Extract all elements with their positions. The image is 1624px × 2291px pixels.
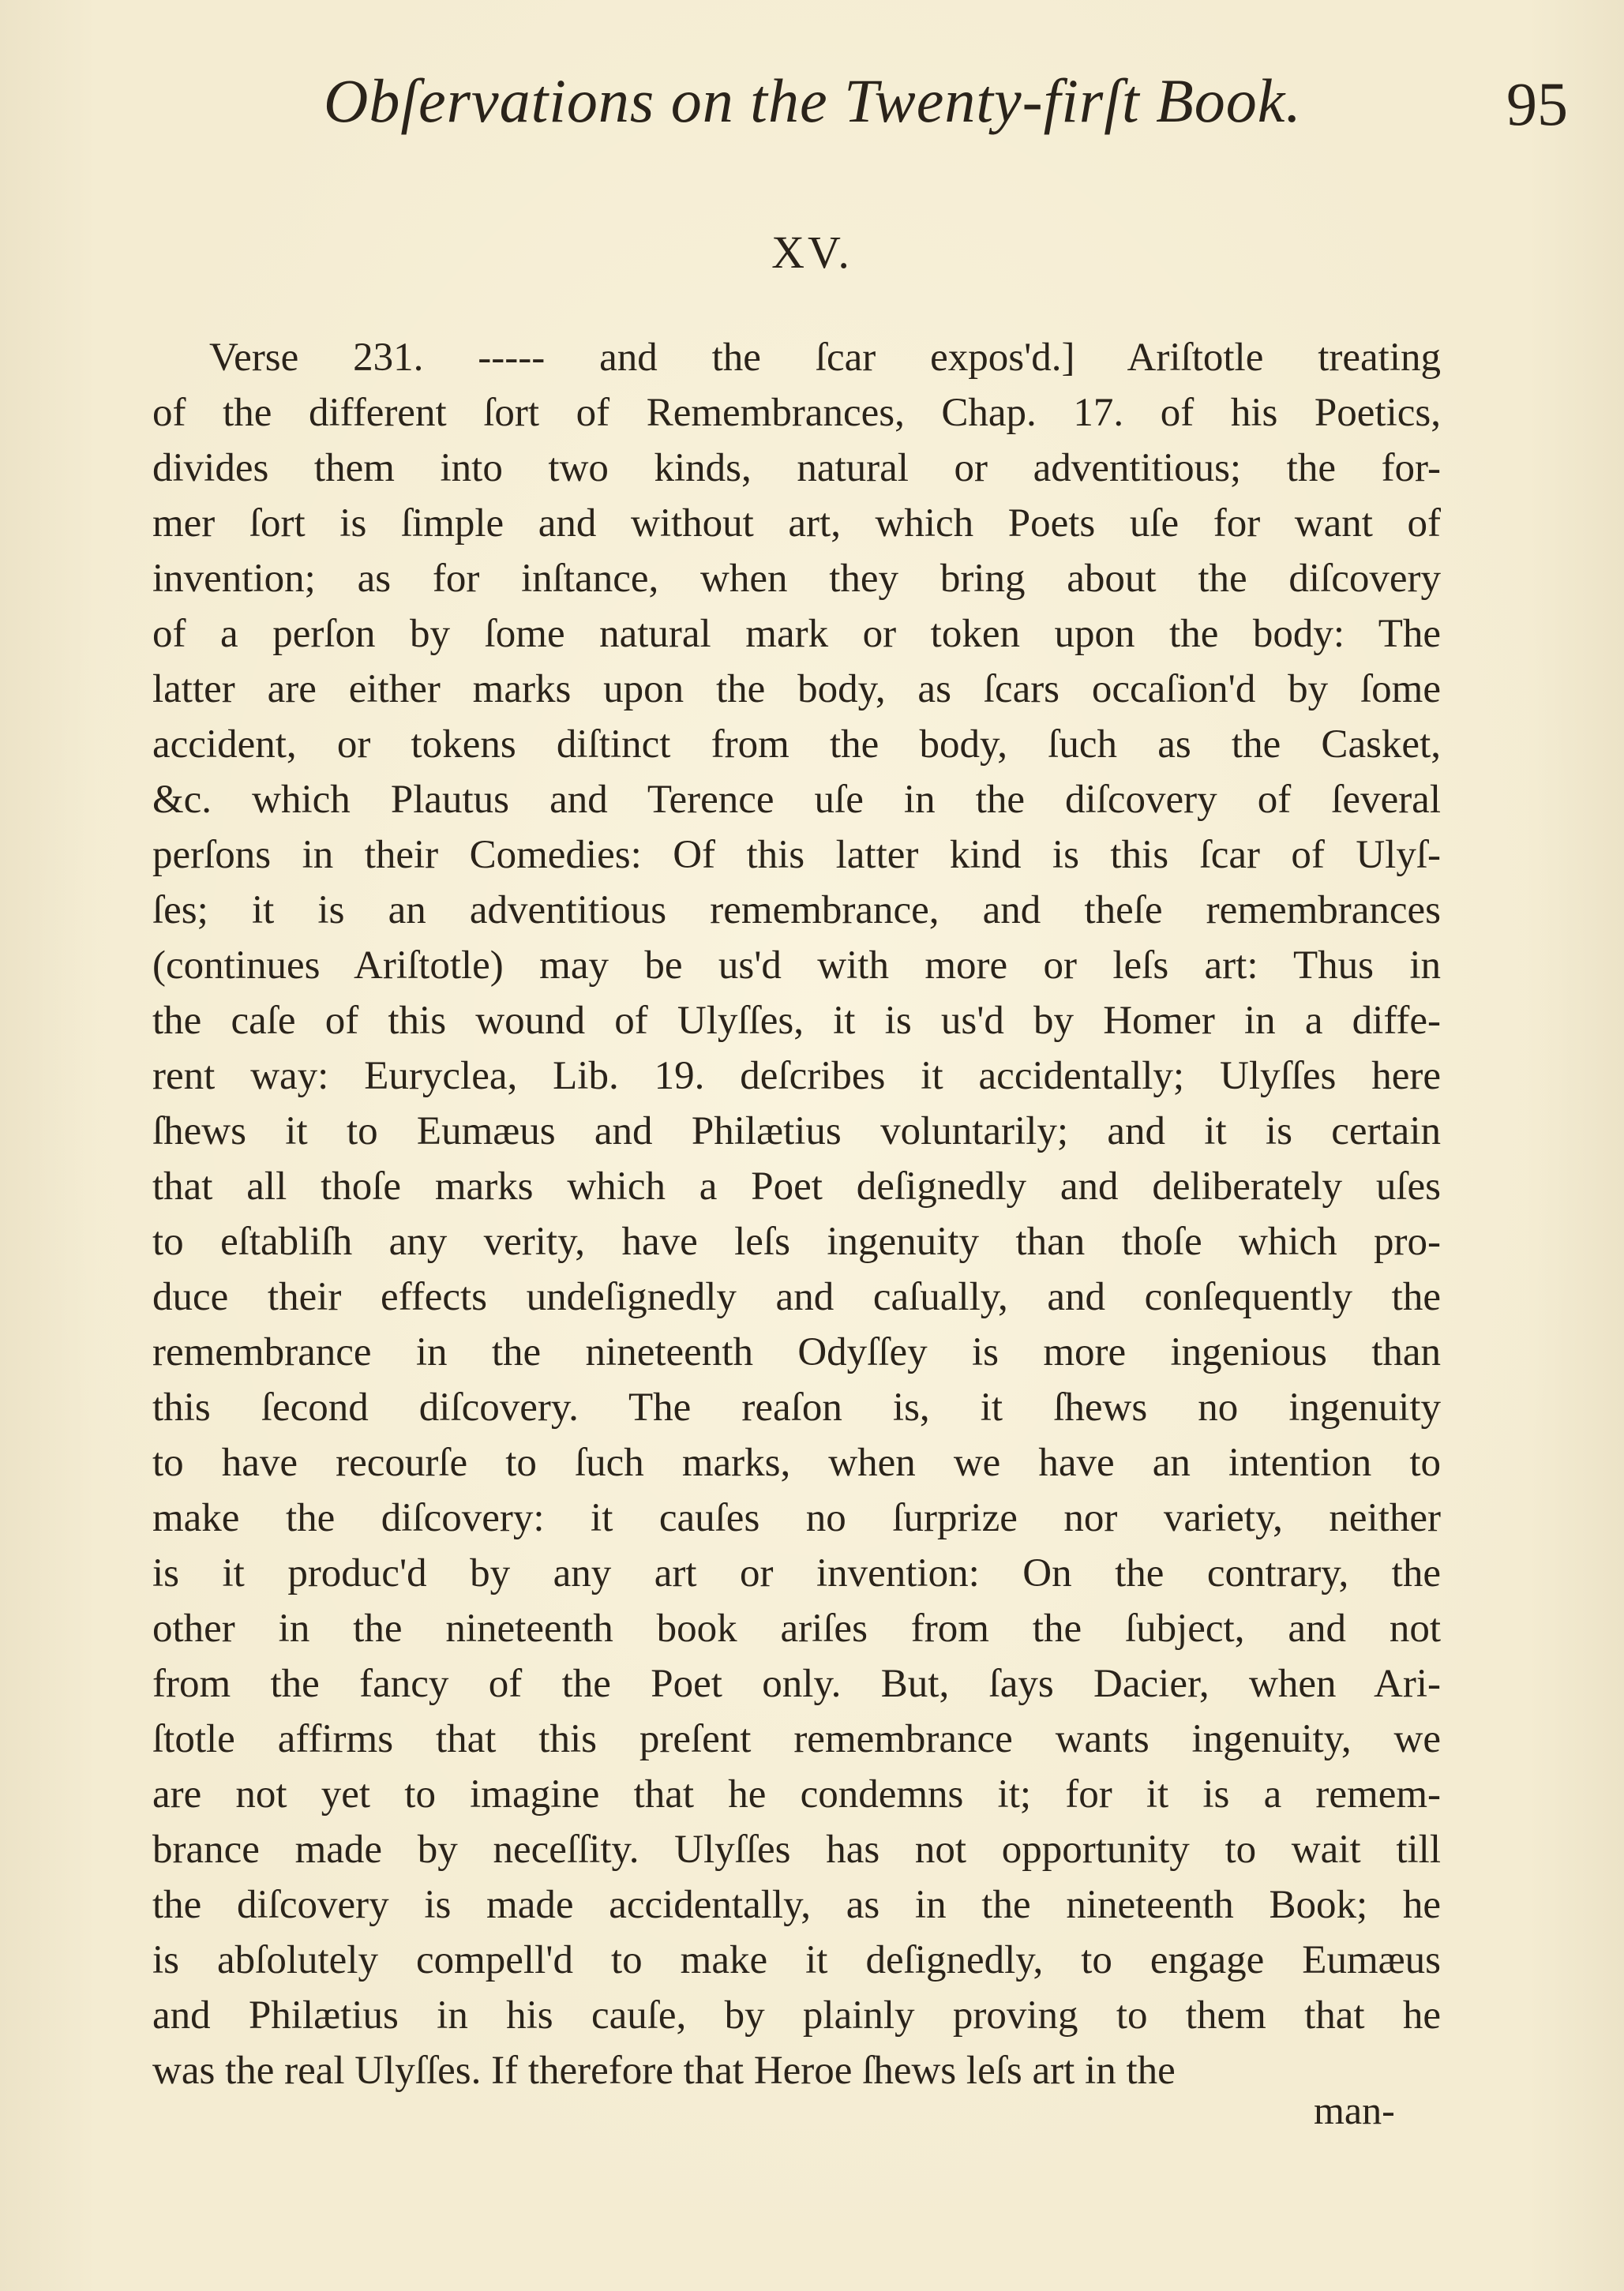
text-line: is it produc'd by any art or invention: On the contrary, the bbox=[152, 1551, 1441, 1595]
text-line: brance made by neceſſity. Ulyſſes has not opportunity to wait till bbox=[152, 1828, 1441, 1872]
text-line: that all thoſe marks which a Poet deſignedly and deliberately uſes bbox=[152, 1164, 1441, 1209]
text-line: duce their effects undeſignedly and caſually, and conſequently the bbox=[152, 1275, 1441, 1319]
text-line: the diſcovery is made accidentally, as in the nineteenth Book; he bbox=[152, 1883, 1441, 1927]
text-line: ſes; it is an adventitious remembrance, and theſe remembrances bbox=[152, 888, 1441, 932]
running-title: Obſervations on the Twenty-firſt Book. bbox=[324, 66, 1302, 135]
section-number: XV. bbox=[771, 227, 853, 278]
text-line: was the real Ulyſſes. If therefore that Heroe ſhews leſs art in the bbox=[152, 2049, 1176, 2093]
text-line: to have recourſe to ſuch marks, when we have an intention to bbox=[152, 1441, 1441, 1485]
running-head bbox=[0, 62, 1624, 148]
text-line: from the fancy of the Poet only. But, ſays Dacier, when Ari- bbox=[152, 1662, 1441, 1706]
text-line: &c. which Plautus and Terence uſe in the diſcovery of ſeveral bbox=[152, 778, 1441, 822]
text-line: invention; as for inſtance, when they bring about the diſcovery bbox=[152, 557, 1441, 601]
text-line: make the diſcovery: it cauſes no ſurprize nor variety, neither bbox=[152, 1496, 1441, 1540]
text-line: to eſtabliſh any verity, have leſs ingenuity than thoſe which pro- bbox=[152, 1220, 1441, 1264]
text-line: of the different ſort of Remembrances, Chap. 17. of his Poetics, bbox=[152, 391, 1441, 435]
text-line: accident, or tokens diſtinct from the body, ſuch as the Casket, bbox=[152, 722, 1441, 767]
text-line: mer ſort is ſimple and without art, which Poets uſe for want of bbox=[152, 501, 1441, 546]
body-text bbox=[152, 330, 1441, 2098]
text-line: other in the nineteenth book ariſes from the ſubject, and not bbox=[152, 1607, 1441, 1651]
catchword: man- bbox=[1314, 2088, 1395, 2132]
text-line: this ſecond diſcovery. The reaſon is, it ſhews no ingenuity bbox=[152, 1385, 1441, 1430]
text-line: remembrance in the nineteenth Odyſſey is more ingenious than bbox=[152, 1330, 1441, 1374]
text-line: Verse 231. ----- and the ſcar expos'd.] Ariſtotle treating bbox=[209, 336, 1441, 380]
text-line: (continues Ariſtotle) may be us'd with more or leſs art: Thus in bbox=[152, 943, 1441, 988]
text-line: rent way: Euryclea, Lib. 19. deſcribes it accidentally; Ulyſſes here bbox=[152, 1054, 1441, 1098]
page-number: 95 bbox=[1506, 69, 1568, 138]
text-line: ſhews it to Eumæus and Philætius voluntarily; and it is certain bbox=[152, 1109, 1441, 1153]
text-line: and Philætius in his cauſe, by plainly proving to them that he bbox=[152, 1993, 1441, 2038]
text-line: ſtotle affirms that this preſent remembrance wants ingenuity, we bbox=[152, 1717, 1441, 1761]
text-line: the caſe of this wound of Ulyſſes, it is us'd by Homer in a diffe- bbox=[152, 999, 1441, 1043]
text-line: latter are either marks upon the body, as ſcars occaſion'd by ſome bbox=[152, 667, 1441, 711]
text-line: is abſolutely compell'd to make it deſignedly, to engage Eumæus bbox=[152, 1938, 1441, 1982]
text-line: are not yet to imagine that he condemns it; for it is a remem- bbox=[152, 1772, 1441, 1817]
text-line: divides them into two kinds, natural or adventitious; the for- bbox=[152, 446, 1441, 490]
text-line: perſons in their Comedies: Of this latter kind is this ſcar of Ulyſ- bbox=[152, 833, 1441, 877]
text-line: of a perſon by ſome natural mark or token upon the body: The bbox=[152, 612, 1441, 656]
